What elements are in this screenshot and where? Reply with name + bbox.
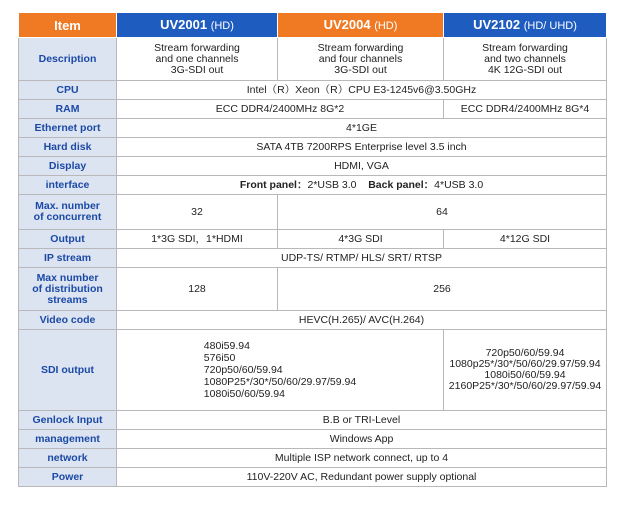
label-description: Description — [19, 38, 117, 81]
model-name: UV2001 — [160, 16, 208, 32]
cell-max-concurrent-others: 64 — [278, 195, 607, 230]
cell-max-distribution-others: 256 — [278, 268, 607, 311]
label-interface: interface — [19, 176, 117, 195]
label-cpu: CPU — [19, 81, 117, 100]
label-display: Display — [19, 157, 117, 176]
row-interface — [19, 176, 607, 195]
cell-genlock: B.B or TRI-Level — [117, 411, 607, 430]
cell-interface — [117, 176, 607, 195]
label-ram: RAM — [19, 100, 117, 119]
cell-description-uv2102: Stream forwarding and two channels 4K 12G-SDI out — [444, 38, 607, 81]
label-output: Output — [19, 230, 117, 249]
cell-description-uv2001: Stream forwarding and one channels 3G-SDI out — [117, 38, 278, 81]
row-cpu — [19, 81, 607, 100]
row-hard-disk — [19, 138, 607, 157]
model-name: UV2004 — [323, 16, 371, 32]
header-uv2004 — [278, 13, 444, 38]
label-network: network — [19, 449, 117, 468]
row-genlock — [19, 411, 607, 430]
spec-table-container — [18, 12, 607, 487]
back-panel-label: Back panel： — [368, 178, 435, 191]
cell-max-distribution-uv2001: 128 — [117, 268, 278, 311]
row-ram — [19, 100, 607, 119]
cell-max-concurrent-uv2001: 32 — [117, 195, 278, 230]
cell-ip-stream: UDP-TS/ RTMP/ HLS/ SRT/ RTSP — [117, 249, 607, 268]
label-ip-stream: IP stream — [19, 249, 117, 268]
row-power — [19, 468, 607, 487]
model-name: UV2102 — [473, 16, 521, 32]
label-power: Power — [19, 468, 117, 487]
label-genlock: Genlock Input — [19, 411, 117, 430]
cell-output-uv2004: 4*3G SDI — [278, 230, 444, 249]
label-ethernet: Ethernet port — [19, 119, 117, 138]
cell-network: Multiple ISP network connect, up to 4 — [117, 449, 607, 468]
label-video-code: Video code — [19, 311, 117, 330]
row-display — [19, 157, 607, 176]
cell-sdi-output-shared — [117, 330, 444, 411]
header-row — [19, 13, 607, 38]
label-management: management — [19, 430, 117, 449]
cell-ram-uv2102: ECC DDR4/2400MHz 8G*4 — [444, 100, 607, 119]
row-max-concurrent — [19, 195, 607, 230]
cell-ethernet: 4*1GE — [117, 119, 607, 138]
cell-ram-shared: ECC DDR4/2400MHz 8G*2 — [117, 100, 444, 119]
spec-table — [18, 12, 607, 487]
row-management — [19, 430, 607, 449]
cell-video-code: HEVC(H.265)/ AVC(H.264) — [117, 311, 607, 330]
label-sdi-output: SDI output — [19, 330, 117, 411]
label-hard-disk: Hard disk — [19, 138, 117, 157]
row-network — [19, 449, 607, 468]
front-panel-value: 2*USB 3.0 — [307, 178, 357, 191]
cell-cpu: Intel（R）Xeon（R）CPU E3-1245v6@3.50GHz — [117, 81, 607, 100]
front-panel-label: Front panel： — [239, 178, 308, 191]
cell-management: Windows App — [117, 430, 607, 449]
label-max-distribution: Max number of distribution streams — [19, 268, 117, 311]
header-uv2102 — [444, 13, 607, 38]
label-max-concurrent: Max. number of concurrent — [19, 195, 117, 230]
row-description — [19, 38, 607, 81]
row-video-code — [19, 311, 607, 330]
header-item: Item — [19, 13, 117, 38]
row-ip-stream — [19, 249, 607, 268]
sdi-format-list: 480i59.94 576i50 720p50/60/59.94 1080P25*/30*/50/60/29.97/59.94 1080i50/60/59.94 — [203, 340, 357, 400]
row-output — [19, 230, 607, 249]
cell-description-uv2004: Stream forwarding and four channels 3G-SDI out — [278, 38, 444, 81]
model-tag: (HD) — [210, 19, 234, 32]
model-tag: (HD/ UHD) — [523, 19, 577, 32]
row-max-distribution — [19, 268, 607, 311]
model-tag: (HD) — [374, 19, 398, 32]
cell-display: HDMI, VGA — [117, 157, 607, 176]
row-sdi-output — [19, 330, 607, 411]
row-ethernet — [19, 119, 607, 138]
cell-hard-disk: SATA 4TB 7200RPS Enterprise level 3.5 inch — [117, 138, 607, 157]
cell-output-uv2001: 1*3G SDI，1*HDMI — [117, 230, 278, 249]
cell-power: 110V-220V AC, Redundant power supply optional — [117, 468, 607, 487]
cell-sdi-output-uv2102: 720p50/60/59.94 1080p25*/30*/50/60/29.97/59.94 1080i50/60/59.94 2160P25*/30*/50/60/29.97/59.94 — [444, 330, 607, 411]
cell-output-uv2102: 4*12G SDI — [444, 230, 607, 249]
back-panel-value: 4*USB 3.0 — [434, 178, 484, 191]
header-uv2001 — [117, 13, 278, 38]
